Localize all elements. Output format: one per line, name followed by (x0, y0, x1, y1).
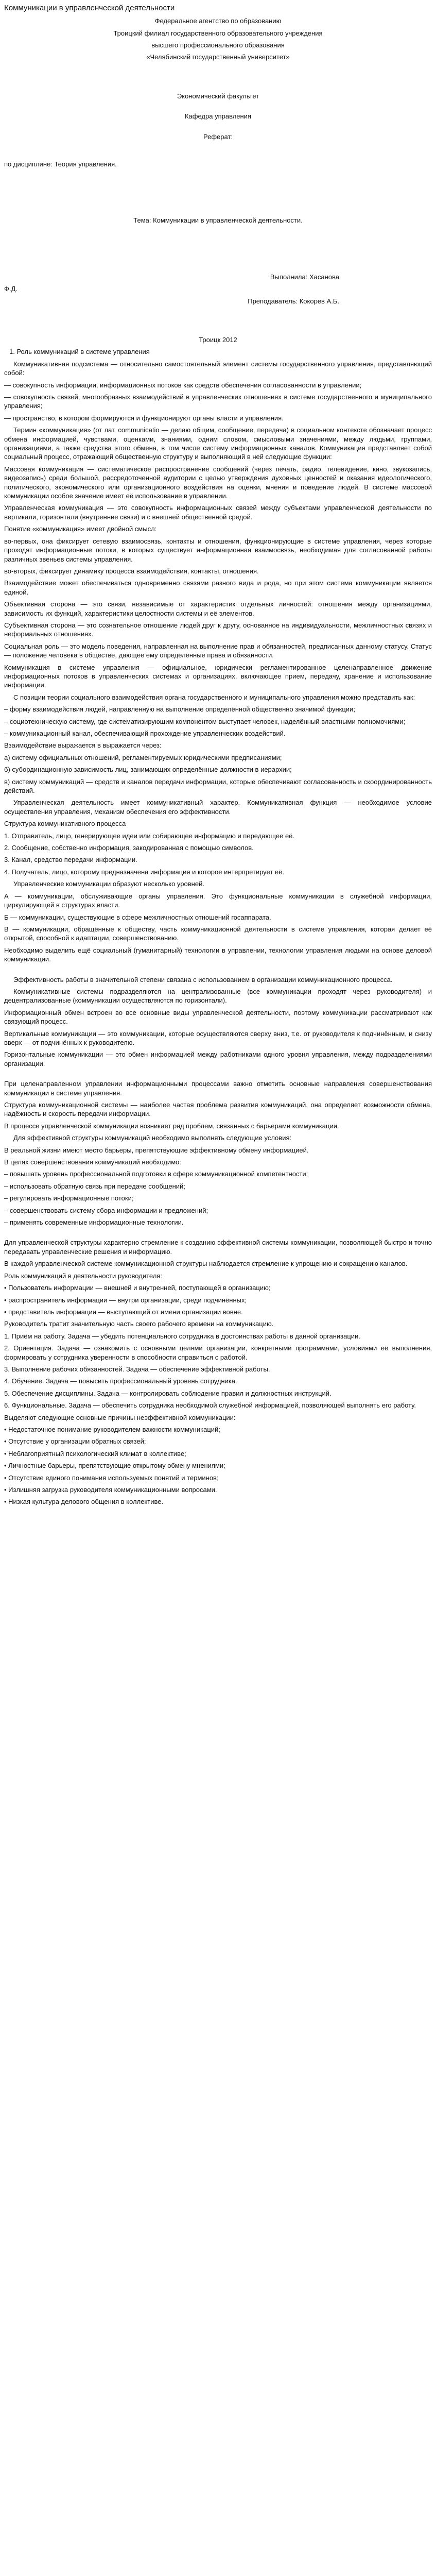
document-title: Коммуникации в управленческой деятельности (4, 4, 175, 12)
paragraph: При целенаправленном управлении информационными процессами важно отметить основные направления совершенствования коммуникации в системе управления. (4, 1080, 432, 1097)
section-heading: 1. Роль коммуникаций в системе управления (9, 348, 150, 356)
paragraph: – форму взаимодействия людей, направленную на выполнение определённой общественно значимой функции; (4, 705, 355, 714)
discipline-line: по дисциплине: Теория управления. (4, 160, 117, 168)
teacher-line: Преподаватель: Кокорев А.Б. (248, 297, 339, 305)
paragraph: — совокупность информации, информационных потоков как средств обеспечения согласованности в управлении; (4, 381, 362, 389)
spacer (4, 65, 432, 92)
spacer (4, 967, 432, 975)
document-body (4, 347, 432, 1506)
paragraph: Взаимодействие выражается в выражается через: (4, 741, 162, 750)
paragraph: – использовать обратную связь при передаче сообщений; (4, 1182, 185, 1190)
spacer (4, 144, 432, 160)
paragraph: — пространство, в котором формируются и функционируют органы власти и управления. (4, 414, 284, 422)
paragraph: – регулировать информационные потоки; (4, 1194, 134, 1202)
spacer (4, 309, 432, 335)
institution-line-1: Троицкий филиал государственного образовательного учреждения (113, 29, 323, 37)
paragraph: Структура коммуникативного процесса (4, 820, 126, 828)
paragraph: Субъективная сторона — это сознательное отношение людей друг к другу, основанное на индивидуальности, межличностных связях и неформальных отношениях. (4, 621, 432, 638)
paragraph: 4. Обучение. Задача — повысить профессиональный уровень сотрудника. (4, 1377, 237, 1385)
paragraph: во-вторых, фиксирует динамику процесса взаимодействия, контакты, отношения. (4, 567, 259, 575)
paragraph: Информационный обмен встроен во все основные виды управленческой деятельности, поэтому коммуникации рассматривают как связующий процесс. (4, 1008, 432, 1026)
paragraph: Необходимо выделить ещё социальный (гуманитарный) технологии в управлении, технологии управления людьми на основе деловой коммуникации. (4, 946, 432, 963)
paragraph: • Недостаточное понимание руководителем важности коммуникаций; (4, 1425, 220, 1433)
institution-line-2: высшего профессионального образования (151, 41, 285, 49)
paragraph: 3. Выполнение рабочих обязанностей. Задача — обеспечение эффективной работы. (4, 1365, 270, 1373)
paragraph: Социальная роль — это модель поведения, направленная на выполнение прав и обязанностей, предписанных данному статусу. Статус — положение человека в обществе, дающее ему определённые права и обязанности. (4, 642, 432, 659)
paragraph: – совершенствовать систему сбора информации и предложений; (4, 1206, 208, 1214)
work-type-line: Реферат: (203, 132, 233, 141)
paragraph: 2. Сообщение, собственно информация, закодированная с помощью символов. (4, 844, 254, 852)
paragraph: а) систему официальных отношений, регламентируемых юридическими предписаниями; (4, 753, 282, 761)
paragraph: Роль коммуникаций в деятельности руководителя: (4, 1272, 162, 1280)
paragraph: • Низкая культура делового общения в коллективе. (4, 1498, 164, 1506)
faculty-line: Экономический факультет (177, 92, 259, 100)
paragraph: Коммуникативные системы подразделяются на централизованные (все коммуникации проходят через руководителя) и децентрализованные (коммуникации осуществляются по горизонтали). (4, 987, 432, 1005)
paragraph: 3. Канал, средство передачи информации. (4, 856, 137, 864)
paragraph: Б — коммуникации, существующие в сфере межличностных отношений госаппарата. (4, 913, 271, 921)
paragraph: 5. Обеспечение дисциплины. Задача — контролировать соблюдение правил и должностных инструкций. (4, 1389, 332, 1397)
paragraph: 1. Приём на работу. Задача — убедить потенциального сотрудника в достоинствах работы в данной организации. (4, 1332, 360, 1340)
paragraph: • распространитель информации — внутри организации, среди подчинённых; (4, 1296, 247, 1304)
paragraph: б) субординационную зависимость лиц, занимающих определённые должности в иерархии; (4, 766, 292, 774)
city-year-line: Троицк 2012 (199, 335, 237, 344)
paragraph: 2. Ориентация. Задача — ознакомить с основными целями организации, конкретными программами, условиями её выполнения, формировать у сотрудника уверенности в способности справиться с работой. (4, 1344, 432, 1361)
paragraph: • Отсутствие единого понимания используемых понятий и терминов; (4, 1473, 219, 1482)
author-initials-line: Ф.Д. (4, 285, 18, 293)
paragraph: Для эффективной структуры коммуникаций необходимо выполнять следующие условия: (13, 1134, 292, 1142)
paragraph: в) систему коммуникаций — средств и каналов передачи информации, которые обеспечивают согласованность и скоординированность действий. (4, 777, 432, 795)
paragraph: 1. Отправитель, лицо, генерирующее идеи или собирающее информацию и передающее её. (4, 832, 295, 840)
paragraph: во-первых, она фиксирует сетевую взаимосвязь, контакты и отношения, функционирующие в системе управления, через которые проходят информационные потоки, в которых существует информационная взаимосвязь, необходимая для согласованной работы различных звеньев системы управления. (4, 537, 432, 563)
paragraph: Выделяют следующие основные причины неэффективной коммуникации: (4, 1413, 236, 1421)
paragraph: • Личностные барьеры, препятствующие открытому обмену мнениями; (4, 1462, 225, 1470)
paragraph: Коммуникация в системе управления — официальное, юридически регламентированное целенаправленное движение информационных потоков в управленческих системах и организациях, включающее прием, передачу, хранение и использование информации. (4, 663, 432, 689)
spacer (4, 1230, 432, 1238)
paragraph: Управленческая деятельность имеет коммуникативный характер. Коммуникативная функция — необходимое условие осуществления управления, механизм обеспечения его эффективности. (4, 799, 432, 816)
spacer (4, 124, 432, 132)
author-role-line: Выполнила: Хасанова (270, 273, 339, 281)
paragraph: • Неблагоприятный психологический климат в коллективе; (4, 1449, 186, 1458)
paragraph: Эффективность работы в значительной степени связана с использованием в организации коммуникационного процесса. (13, 975, 393, 984)
institution-line-3: «Челябинский государственный университет» (146, 53, 290, 61)
paragraph: Руководитель тратит значительную часть своего рабочего времени на коммуникацию. (4, 1320, 274, 1328)
paragraph: Горизонтальные коммуникации — это обмен информацией между работниками одного уровня управления, между подразделениями организации. (4, 1050, 432, 1067)
paragraph: С позиции теории социального взаимодействия органа государственного и муниципального управления можно представить как: (13, 693, 415, 701)
paragraph: Вертикальные коммуникации — это коммуникации, которые осуществляются сверху вниз, т.е. от руководителя к подчинённым, и снизу вверх — от подчинённых к руководителю. (4, 1029, 432, 1046)
paragraph: — совокупность связей, многообразных взаимодействий в управленческих отношениях в системе государственного и муниципального управления; (4, 393, 432, 410)
paragraph: – коммуникационный канал, обеспечивающий прохождение управленческих воздействий. (4, 730, 286, 737)
paragraph: • Пользователь информации — внешней и внутренней, поступающей в организацию; (4, 1284, 271, 1292)
spacer (4, 1071, 432, 1079)
paragraph: Для управленческой структуры характерно стремление к созданию эффективной системы коммуникации, позволяющей быстро и точно передавать управленческие решения и информацию. (4, 1239, 432, 1256)
paragraph: Коммуникативная подсистема — относительно самостоятельный элемент системы государственного управления, представляющий собой: (4, 360, 432, 377)
paragraph: Термин «коммуникация» (от лат. communicatio — делаю общим, сообщение, передача) в социальном контексте обозначает процесс обмена информацией, чувствами, оценками, знаниями, одним словом, смысловыми значениями, между людьми, группами, организациями, а также средства этого обмена, в том числе систему информационных каналов. Коммуникация представляет собой социальный процесс, отражающий общественную структуру и выполняющий в ней следующие функции: (4, 426, 432, 461)
paragraph: • Отсутствие у организации обратных связей; (4, 1437, 146, 1446)
paragraph: В — коммуникации, обращённые к обществу, часть коммуникационной деятельности в системе управления, которая делает её открытой, способной к адаптации, совершенствованию. (4, 925, 432, 942)
paragraph: – социотехническую систему, где систематизирующим компонентом выступает человек, наделённый властными полномочиями; (4, 717, 406, 725)
spacer (4, 228, 432, 273)
paragraph: Управленческая коммуникация — это совокупность информационных связей между субъектами управленческой деятельности по вертикали, горизонтали (внутренние связи) и с внешней общественной средой. (4, 504, 432, 521)
spacer (4, 172, 432, 216)
topic-line: Тема: Коммуникации в управленческой деятельности. (133, 216, 303, 225)
paragraph: Понятие «коммуникация» имеет двойной смысл: (4, 525, 157, 533)
paragraph: – повышать уровень профессиональной подготовки в сфере коммуникационной компетентности; (4, 1170, 308, 1178)
paragraph: 6. Функциональные. Задача — обеспечить сотрудника необходимой служебной информацией, позволяющей выполнять его работу. (4, 1401, 416, 1410)
paragraph: • Излишняя загрузка руководителя коммуникационными вопросами. (4, 1486, 217, 1494)
paragraph: Взаимодействие может обеспечиваться одновременно связями разного вида и рода, но при этом система коммуникации является единой. (4, 579, 432, 596)
paragraph: Массовая коммуникация — систематическое распространение сообщений (через печать, радио, телевидение, кино, звукозапись, видеозапись) среди большой, рассредоточенной аудитории с целью утверждения духовных ценностей и оказания идеологического, политического, экономического или организационного воздействия на оценки, мнения и поведение людей. В системе массовой коммуникации особое значение имеет её использование в управлении. (4, 465, 432, 500)
spacer (4, 104, 432, 112)
department-line: Кафедра управления (184, 112, 251, 121)
paragraph: – применять современные информационные технологии. (4, 1218, 184, 1227)
paragraph: В каждой управленческой системе коммуникационной структуры наблюдается стремление к упрощению и сокращению каналов. (4, 1260, 408, 1268)
paragraph: • представитель информации — выступающий от имени организации вовне. (4, 1308, 243, 1316)
paragraph: В целях совершенствования коммуникаций необходимо: (4, 1158, 181, 1166)
paragraph: Структура коммуникационной системы — наиболее частая проблема развития коммуникаций, она определяет возможности обмена, надёжность и скорость передачи информации. (4, 1101, 432, 1118)
paragraph: В реальной жизни имеют место барьеры, препятствующие эффективному обмену информацией. (4, 1146, 309, 1154)
paragraph: В процессе управленческой коммуникации возникает ряд проблем, связанных с барьерами коммуникации. (4, 1122, 339, 1130)
agency-line: Федеральное агентство по образованию (154, 17, 282, 25)
paragraph: 4. Получатель, лицо, которому предназначена информация и которое интерпретирует её. (4, 868, 284, 876)
paragraph: А — коммуникации, обслуживающие органы управления. Это функциональные коммуникации в служебной информации, циркулирующей в структурах власти. (4, 892, 432, 909)
paragraph: Объективная сторона — это связи, независимые от характеристик отдельных личностей: отношения между организациями, зависимость их функций, характеристики целостности системы и её элементов. (4, 600, 432, 617)
paragraph: Управленческие коммуникации образуют несколько уровней. (13, 880, 204, 888)
